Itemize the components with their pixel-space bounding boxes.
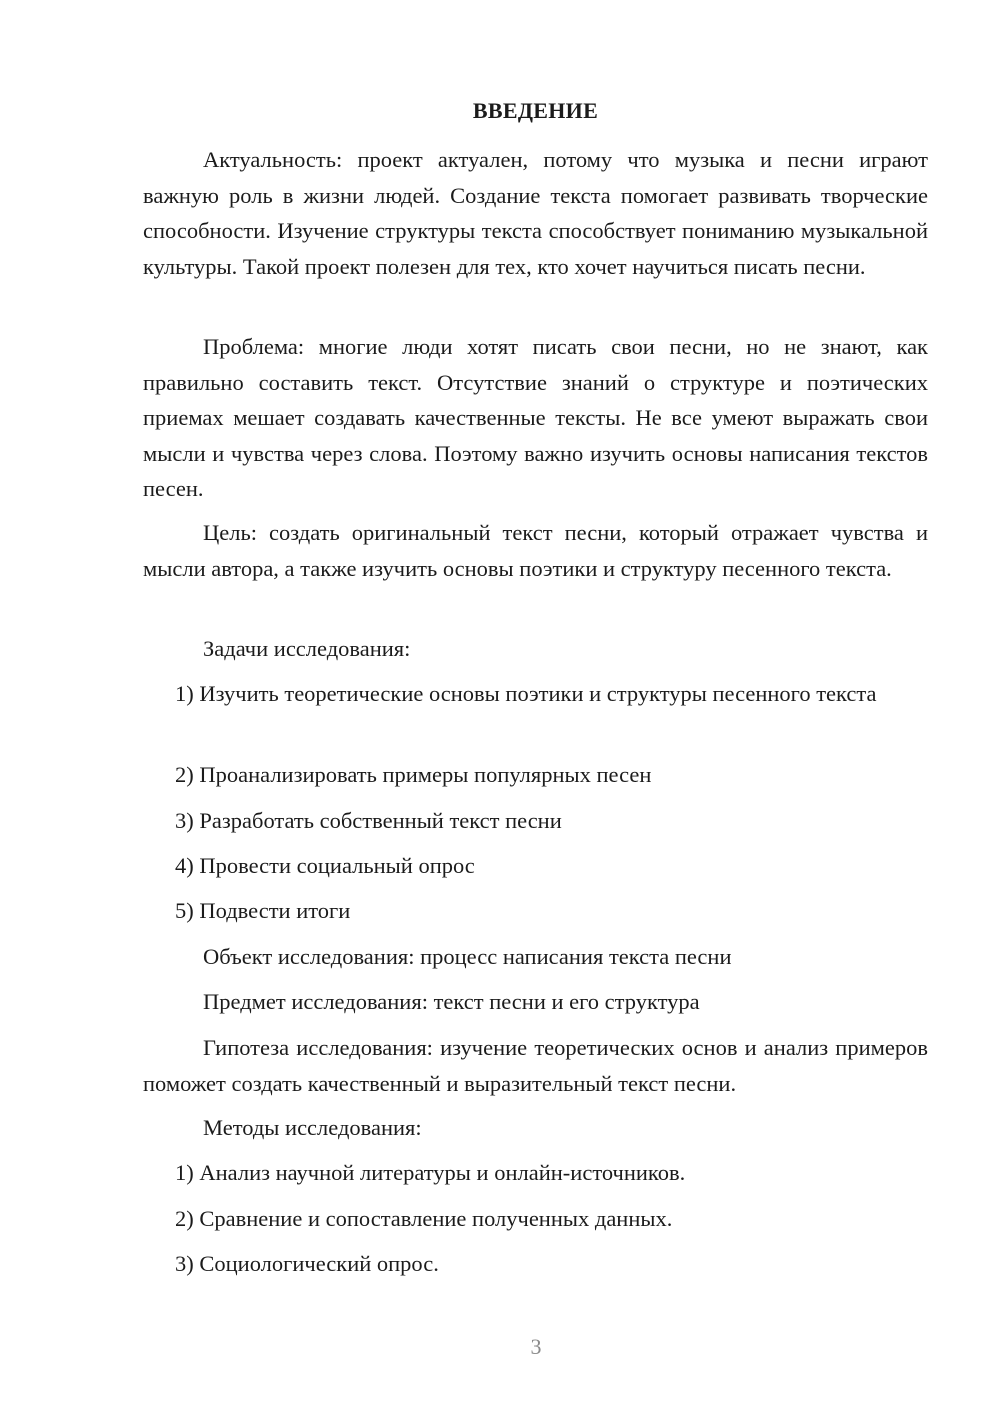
hypothesis-paragraph: Гипотеза исследования: изучение теоретических основ и анализ примеров поможет создать качественный и выразительный текст песни. [143,1035,928,1096]
task-item: 5) Подвести итоги [175,898,351,923]
relevance-paragraph: Актуальность: проект актуален, потому что музыка и песни играют важную роль в жизни людей. Создание текста помогает развивать творческие способности. Изучение структуры текста способствует пониманию музыкальной культуры. Такой проект полезен для тех, кто хочет научиться писать песни. [143,147,928,279]
task-item: 1) Изучить теоретические основы поэтики и структуры песенного текста [175,681,877,706]
task-item: 3) Разработать собственный текст песни [175,808,562,833]
method-item: 2) Сравнение и сопоставление полученных данных. [175,1206,673,1231]
methods-heading: Методы исследования: [203,1115,422,1140]
goal-paragraph: Цель: создать оригинальный текст песни, который отражает чувства и мысли автора, а также изучить основы поэтики и структуру песенного текста. [143,520,928,581]
tasks-heading: Задачи исследования: [203,636,411,661]
method-item: 1) Анализ научной литературы и онлайн-источников. [175,1160,686,1185]
task-item: 4) Провести социальный опрос [175,853,475,878]
section-title: ВВЕДЕНИЕ [472,98,599,123]
problem-paragraph: Проблема: многие люди хотят писать свои песни, но не знают, как правильно составить текст. Отсутствие знаний о структуре и поэтических приемах мешает создавать качественные тексты. Не все умеют выражать свои мысли и чувства через слова. Поэтому важно изучить основы написания текстов песен. [143,334,928,501]
task-item: 2) Проанализировать примеры популярных песен [175,762,652,787]
object-paragraph: Объект исследования: процесс написания текста песни [203,944,732,969]
method-item: 3) Социологический опрос. [175,1251,439,1276]
subject-paragraph: Предмет исследования: текст песни и его структура [203,989,700,1014]
page-number: 3 [530,1334,542,1359]
